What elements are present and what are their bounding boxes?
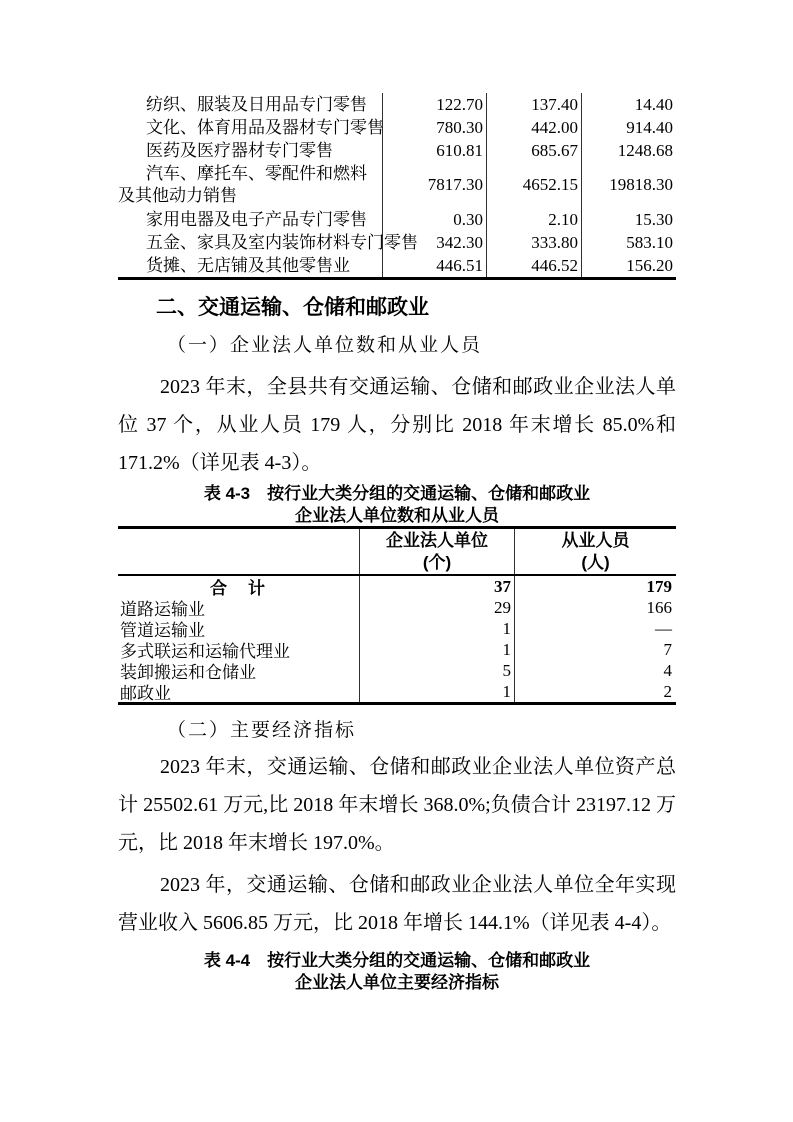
table-row (118, 116, 676, 139)
cell-value: 2 (663, 681, 672, 701)
table-row (118, 639, 676, 660)
cell-value: 4 (663, 660, 672, 680)
cell-value: 1 (360, 681, 515, 702)
table-4-3-header (118, 529, 676, 576)
cell-value: 156.20 (626, 255, 673, 275)
row-label: 文化、体育用品及器材专门零售 (118, 116, 383, 139)
cell-value: 0.30 (383, 208, 487, 231)
column-header-line: (个) (422, 552, 452, 572)
cell-value: 2.10 (487, 208, 582, 231)
cell-value: 4652.15 (487, 162, 582, 208)
row-label: 纺织、服装及日用品专门零售 (118, 93, 383, 116)
table-row (118, 93, 676, 116)
subsection-heading-2: （二）主要经济指标 (167, 720, 357, 741)
cell-value: 37 (360, 576, 515, 597)
cell-value: 333.80 (487, 231, 582, 254)
cell-value: 583.10 (626, 232, 673, 252)
row-label: 装卸搬运和仓储业 (118, 660, 360, 681)
cell-value: 137.40 (487, 93, 582, 116)
table-4-4-title-line2: 企业法人单位主要经济指标 (295, 973, 499, 992)
row-label: 管道运输业 (118, 618, 360, 639)
header-stub-cell (118, 529, 360, 574)
cell-value: 1 (360, 618, 515, 639)
cell-value: 446.51 (383, 254, 487, 277)
cell-value: 1 (360, 639, 515, 660)
cell-value: 7 (663, 639, 672, 659)
table-row (118, 208, 676, 231)
cell-value: 446.52 (487, 254, 582, 277)
section-heading: 二、交通运输、仓储和邮政业 (156, 296, 429, 319)
row-label: 货摊、无店铺及其他零售业 (118, 254, 383, 277)
cell-value: 1248.68 (617, 140, 673, 160)
column-header-line: (人) (581, 552, 610, 572)
body-paragraph: 2023 年末，全县共有交通运输、仓储和邮政业企业法人单位 37 个，从业人员 179 人，分别比 2018 年末增长 85.0%和 171.2%（详见表 4-3）。 (118, 376, 676, 474)
cell-value: 122.70 (383, 93, 487, 116)
row-label: 多式联运和运输代理业 (118, 639, 360, 660)
cell-value: 685.67 (487, 139, 582, 162)
cell-value: 179 (646, 576, 672, 596)
column-header-units (360, 529, 515, 574)
row-label: 道路运输业 (118, 597, 360, 618)
retail-table-continued (118, 93, 676, 280)
body-paragraph: 2023 年，交通运输、仓储和邮政业企业法人单位全年实现营业收入 5606.85 万元，比 2018 年增长 144.1%（详见表 4-4）。 (118, 874, 676, 934)
cell-value: 914.40 (626, 117, 673, 137)
cell-value: — (655, 618, 672, 638)
table-row (118, 597, 676, 618)
table-4-3 (118, 526, 676, 705)
page-content (118, 93, 676, 993)
cell-value: 780.30 (383, 116, 487, 139)
table-4-4-title-line1: 表 4-4 按行业大类分组的交通运输、仓储和邮政业 (203, 951, 591, 970)
cell-value: 610.81 (383, 139, 487, 162)
column-header-line: 企业法人单位 (386, 530, 488, 550)
subsection-heading-1: （一）企业法人单位数和从业人员 (167, 335, 483, 356)
table-row (118, 231, 676, 254)
cell-value: 442.00 (487, 116, 582, 139)
row-label: 医药及医疗器材专门零售 (118, 139, 383, 162)
cell-value: 19818.30 (609, 175, 673, 194)
table-row (118, 254, 676, 277)
table-row-total (118, 576, 676, 597)
cell-value: 166 (646, 597, 672, 617)
cell-value: 15.30 (634, 209, 673, 229)
table-4-3-title-line2: 企业法人单位数和从业人员 (295, 506, 499, 525)
cell-value: 7817.30 (383, 162, 487, 208)
body-paragraph: 2023 年末，交通运输、仓储和邮政业企业法人单位资产总计 25502.61 万元,比 2018 年末增长 368.0%;负债合计 23197.12 万元，比 2018 年末增长 197.0%。 (118, 756, 676, 854)
table-row (118, 660, 676, 681)
row-label: 五金、家具及室内装饰材料专门零售 (118, 231, 383, 254)
table-row (118, 618, 676, 639)
row-label: 邮政业 (118, 681, 360, 702)
row-label: 家用电器及电子产品专门零售 (118, 208, 383, 231)
row-label: 合 计 (118, 576, 360, 597)
table-4-3-title-line1: 表 4-3 按行业大类分组的交通运输、仓储和邮政业 (203, 484, 591, 503)
cell-value: 29 (360, 597, 515, 618)
cell-value: 5 (360, 660, 515, 681)
cell-value: 14.40 (634, 94, 673, 114)
table-row (118, 139, 676, 162)
table-row (118, 162, 676, 208)
column-header-line: 从业人员 (561, 530, 630, 550)
cell-value: 342.30 (383, 231, 487, 254)
column-header-persons (515, 529, 676, 574)
row-label: 汽车、摩托车、零配件和燃料及其他动力销售 (118, 162, 383, 208)
table-row (118, 681, 676, 702)
